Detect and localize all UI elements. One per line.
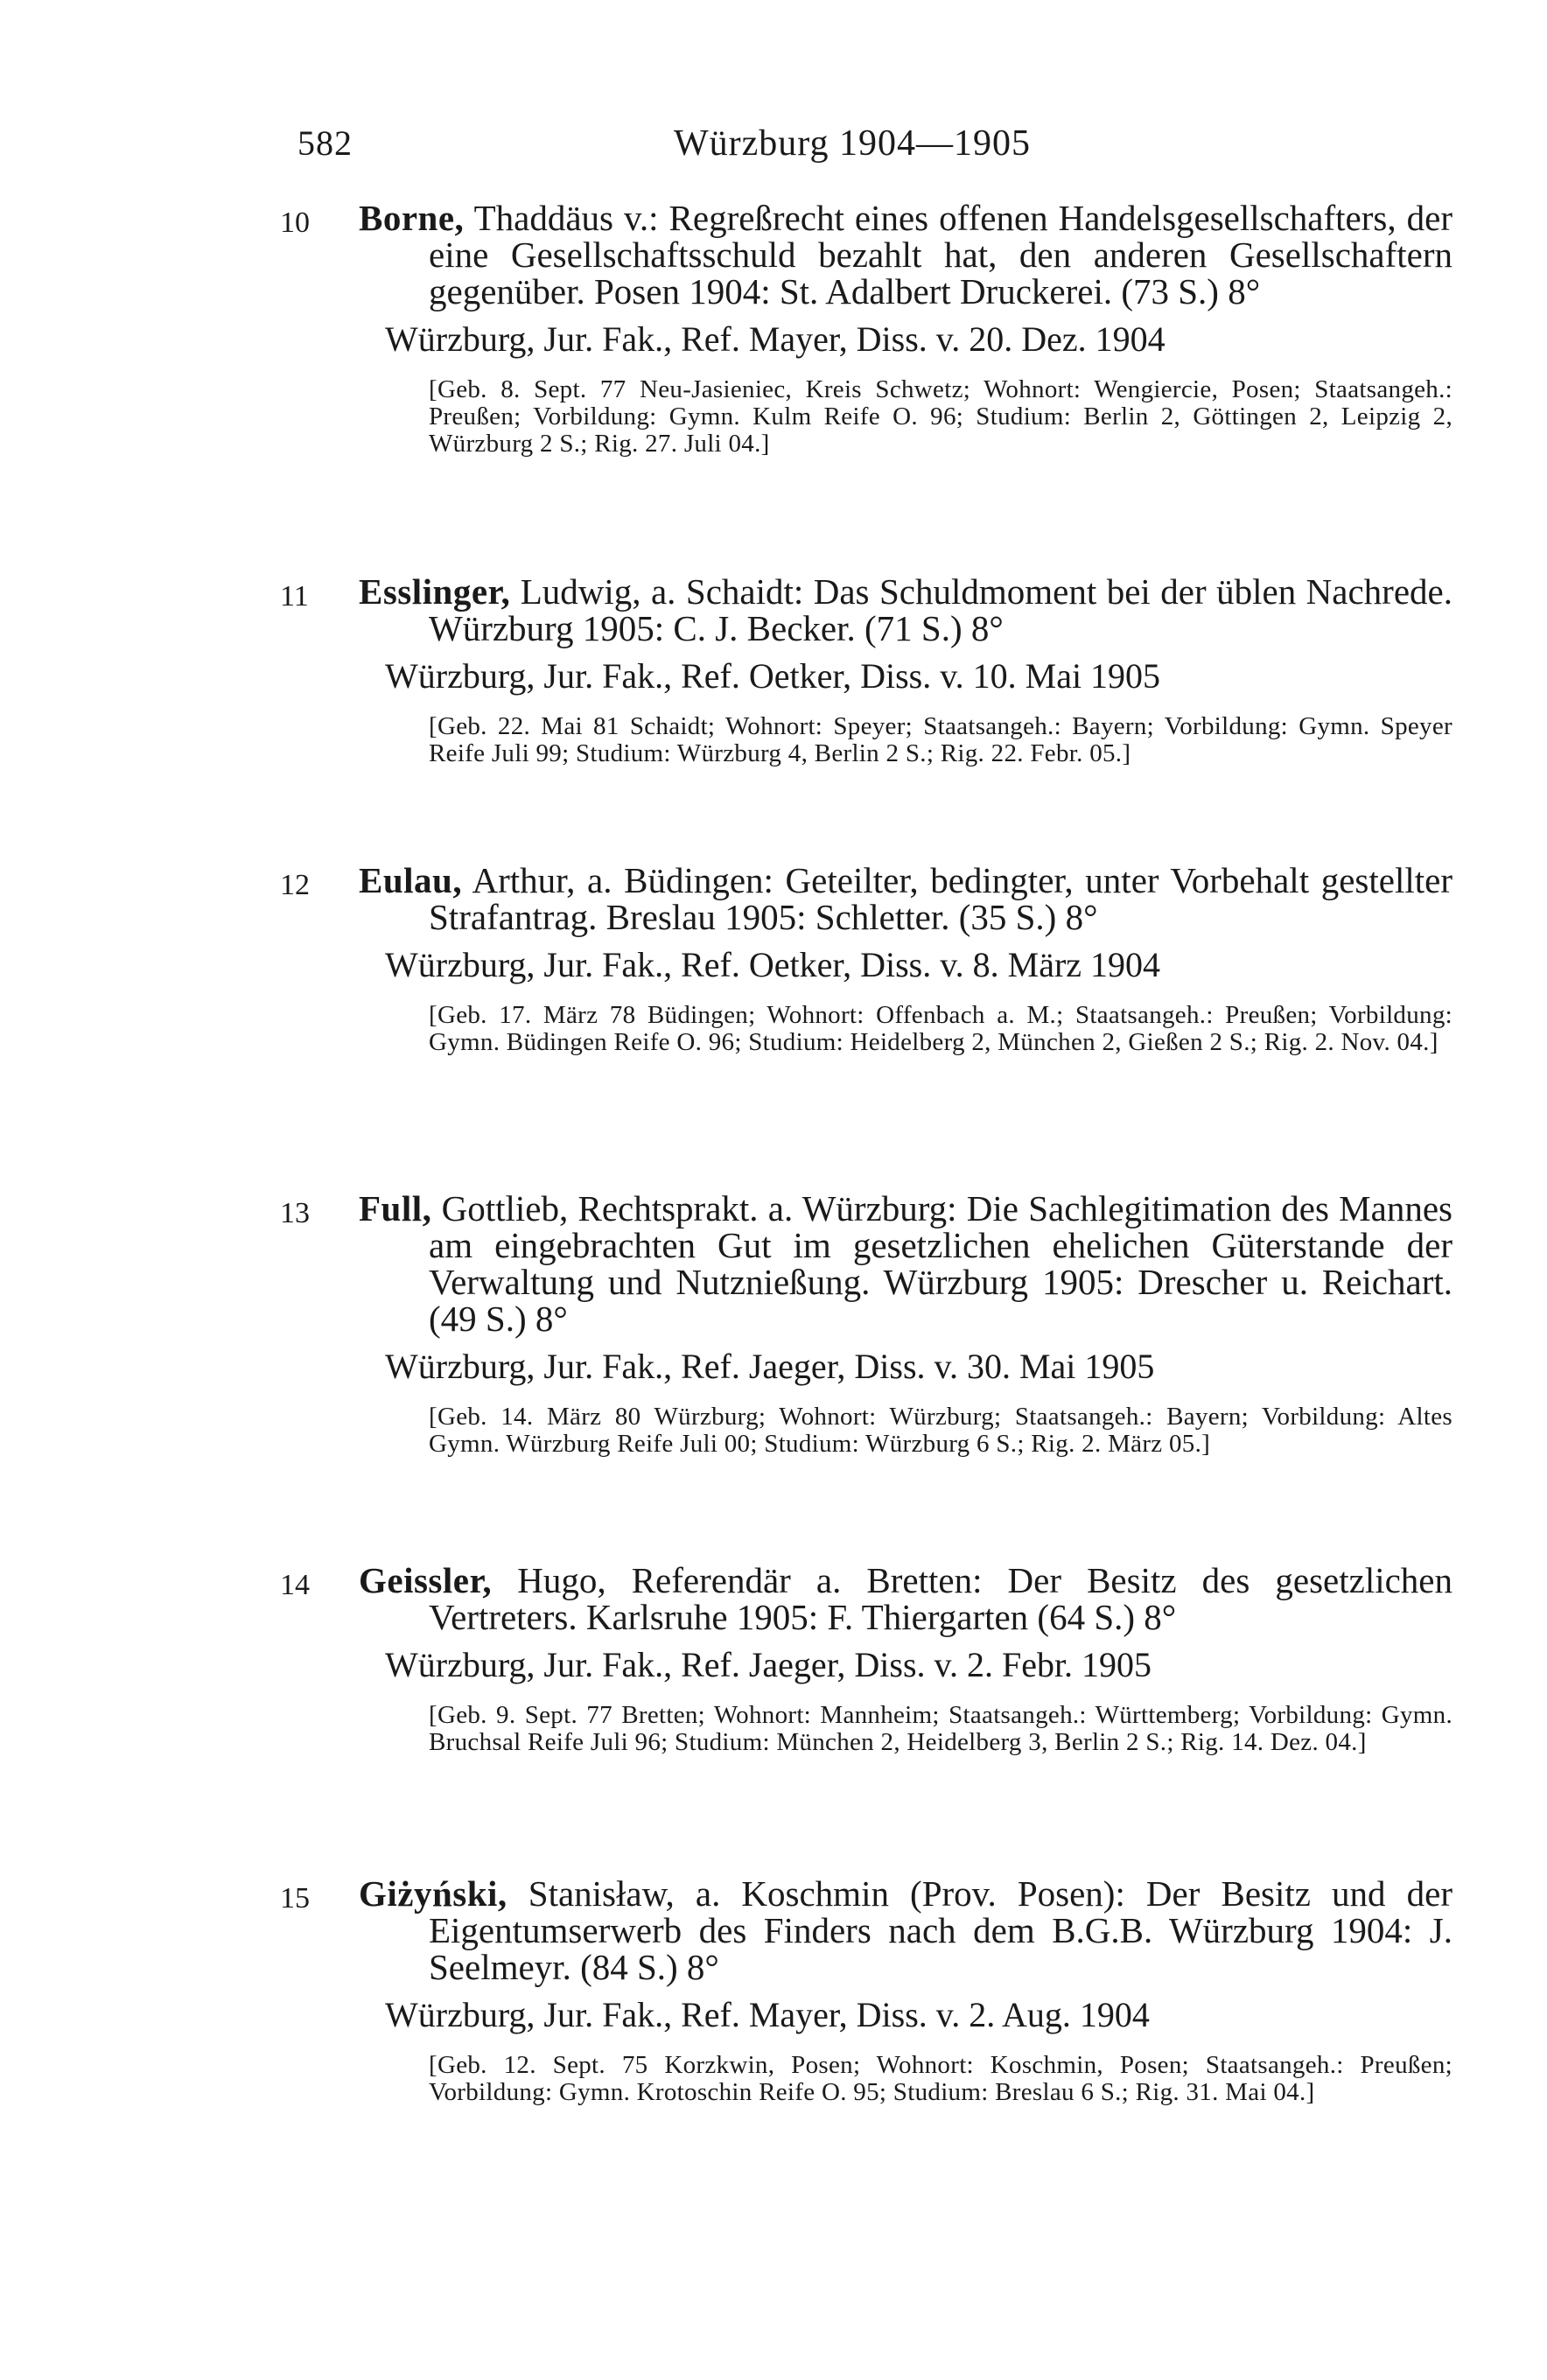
title-text: Gottlieb, Rechtsprakt. a. Würzburg: Die Sachlegitimation des Mannes am eingebrachten Gut im gesetzlichen ehelichen Güterstande der Verwaltung und Nutznießung. Würzburg 1905: Drescher u. Reichart. (49 S.) 8° <box>429 1188 1452 1339</box>
running-title: Würzburg 1904—1905 <box>674 123 1031 164</box>
entry-body <box>359 200 1452 458</box>
entry-number: 12 <box>280 869 310 901</box>
entry-number: 13 <box>280 1197 310 1229</box>
entry-11 <box>280 573 1452 767</box>
entry-body <box>359 862 1452 1056</box>
entry-10 <box>280 200 1452 458</box>
entry-title <box>359 573 1452 647</box>
author-name: Full, <box>359 1188 432 1228</box>
title-text: Thaddäus v.: Regreßrecht eines offenen Handelsgesellschafters, der eine Gesellschaftsschuld bezahlt hat, den anderen Gesellschaftern gegenüber. Posen 1904: St. Adalbert Druckerei. (73 S.) 8° <box>429 198 1452 312</box>
biographical-note: [Geb. 22. Mai 81 Schaidt; Wohnort: Speyer; Staatsangeh.: Bayern; Vorbildung: Gymn. Speyer Reife Juli 99; Studium: Würzburg 4, Berlin 2 S.; Rig. 22. Febr. 05.] <box>429 712 1452 767</box>
dissertation-line: Würzburg, Jur. Fak., Ref. Oetker, Diss. v. 10. Mai 1905 <box>385 656 1161 696</box>
biographical-note: [Geb. 12. Sept. 75 Korzkwin, Posen; Wohnort: Koschmin, Posen; Staatsangeh.: Preußen; Vorbildung: Gymn. Krotoschin Reife O. 95; Studium: Breslau 6 S.; Rig. 31. Mai 04.] <box>429 2051 1452 2106</box>
title-text: Stanisław, a. Koschmin (Prov. Posen): Der Besitz und der Eigentumserwerb des Finders nach dem B.G.B. Würzburg 1904: J. Seelmeyr. (84 S.) 8° <box>429 1873 1452 1987</box>
author-name: Geissler, <box>359 1560 493 1600</box>
title-text: Ludwig, a. Schaidt: Das Schuldmoment bei der üblen Nachrede. Würzburg 1905: C. J. Becker. (71 S.) 8° <box>429 571 1452 648</box>
author-name: Esslinger, <box>359 571 511 612</box>
running-head <box>298 122 1435 175</box>
entry-body <box>359 1875 1452 2106</box>
entry-title <box>359 200 1452 310</box>
dissertation-line: Würzburg, Jur. Fak., Ref. Jaeger, Diss. v. 2. Febr. 1905 <box>385 1645 1152 1684</box>
entry-number: 11 <box>280 580 309 612</box>
entry-number: 10 <box>280 206 310 239</box>
entry-body <box>359 573 1452 767</box>
entry-14 <box>280 1562 1452 1756</box>
entry-body <box>359 1562 1452 1756</box>
biographical-note: [Geb. 14. März 80 Würzburg; Wohnort: Würzburg; Staatsangeh.: Bayern; Vorbildung: Altes Gymn. Würzburg Reife Juli 00; Studium: Würzburg 6 S.; Rig. 2. März 05.] <box>429 1403 1452 1458</box>
author-name: Borne, <box>359 198 465 238</box>
entry-number: 14 <box>280 1569 310 1601</box>
page-number: 582 <box>298 123 353 163</box>
title-text: Hugo, Referendär a. Bretten: Der Besitz des gesetzlichen Vertreters. Karlsruhe 1905: F. Thiergarten (64 S.) 8° <box>429 1560 1452 1637</box>
biographical-note: [Geb. 9. Sept. 77 Bretten; Wohnort: Mannheim; Staatsangeh.: Württemberg; Vorbildung: Gymn. Bruchsal Reife Juli 96; Studium: München 2, Heidelberg 3, Berlin 2 S.; Rig. 14. Dez. 04.] <box>429 1701 1452 1756</box>
author-name: Giżyński, <box>359 1873 508 1914</box>
entry-body <box>359 1190 1452 1458</box>
entry-title <box>359 1562 1452 1635</box>
author-name: Eulau, <box>359 860 463 900</box>
dissertation-line: Würzburg, Jur. Fak., Ref. Mayer, Diss. v. 20. Dez. 1904 <box>385 319 1166 359</box>
entry-15 <box>280 1875 1452 2106</box>
biographical-note: [Geb. 17. März 78 Büdingen; Wohnort: Offenbach a. M.; Staatsangeh.: Preußen; Vorbildung: Gymn. Büdingen Reife O. 96; Studium: Heidelberg 2, München 2, Gießen 2 S.; Rig. 2. Nov. 04.] <box>429 1001 1452 1056</box>
entry-13 <box>280 1190 1452 1458</box>
entry-title <box>359 862 1452 935</box>
entry-number: 15 <box>280 1882 310 1914</box>
entry-title <box>359 1190 1452 1337</box>
entry-title <box>359 1875 1452 1985</box>
entry-12 <box>280 862 1452 1056</box>
title-text: Arthur, a. Büdingen: Geteilter, bedingter, unter Vorbehalt gestellter Strafantrag. Breslau 1905: Schletter. (35 S.) 8° <box>429 860 1452 937</box>
biographical-note: [Geb. 8. Sept. 77 Neu-Jasieniec, Kreis Schwetz; Wohnort: Wengiercie, Posen; Staatsangeh.: Preußen; Vorbildung: Gymn. Kulm Reife O. 96; Studium: Berlin 2, Göttingen 2, Leipzig 2, Würzburg 2 S.; Rig. 27. Juli 04.] <box>429 375 1452 458</box>
dissertation-line: Würzburg, Jur. Fak., Ref. Jaeger, Diss. v. 30. Mai 1905 <box>385 1347 1155 1386</box>
dissertation-line: Würzburg, Jur. Fak., Ref. Mayer, Diss. v. 2. Aug. 1904 <box>385 1995 1150 2034</box>
dissertation-line: Würzburg, Jur. Fak., Ref. Oetker, Diss. v. 8. März 1904 <box>385 945 1161 984</box>
